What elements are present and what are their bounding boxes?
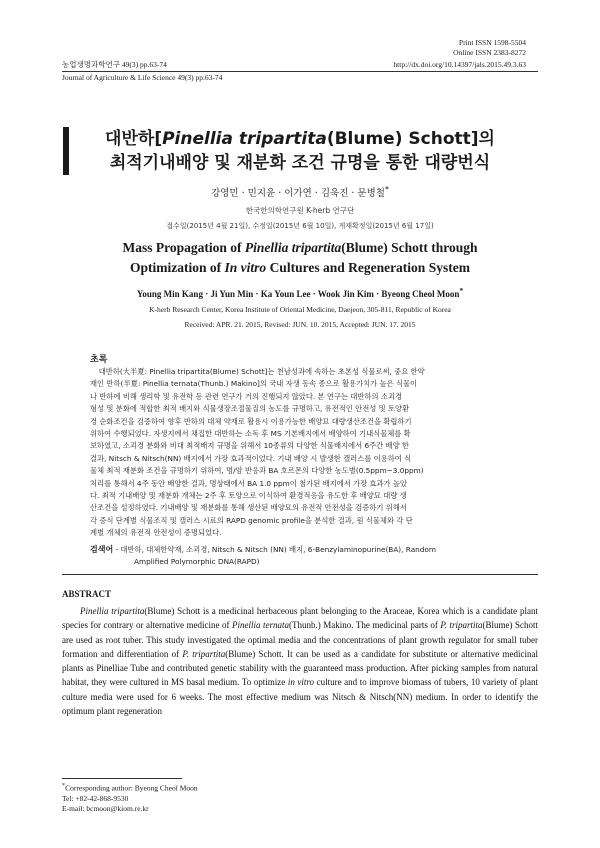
journal-issn-block bbox=[453, 38, 526, 58]
english-abstract-paragraph: Pinellia tripartita(Blume) Schott is a medicinal herbaceous plant belonging to the Araceae, Korea which is a candidate plant species for contrary or alternative medicine of Pinellia ternata(Thunb.) Makino. The medicinal parts of P. tripartita(Blume) Schott are used as root tuber. This study investigated the optimal media and the concentrations of plant growth regulator for small tuber formation and differentiation of P. tripartita(Blume) Schott. It can be used as a candidate for substitute or alternative medicinal plants as Pinelliae Tube and contributed genetic stability with the guaranteed mass production. After picking samples from natural habitat, they were cultured in MS basal medium. To optimize in vitro culture and to improve biomass of tubers, 10 variety of plant culture media were used for 6 weeks. The most effective medium was Nitsch & Nitsch(NN) medium. In order to identify the optimum plant regeneration bbox=[62, 606, 538, 717]
keywords-line2: Amplified Polymorphic DNA(RAPD) bbox=[134, 557, 260, 567]
korean-title-line2: 최적기내배양 및 재분화 조건 규명을 통한 대량번식 bbox=[109, 153, 491, 173]
korean-abstract-line: 처리를 통해서 4주 동안 배양한 결과, 명상태에서 BA 1.0 ppm이 첨가된 배지에서 가장 효과가 높았 bbox=[90, 478, 408, 488]
korean-abstract bbox=[90, 366, 508, 540]
english-affiliation: K-herb Research Center, Korea Institute of Oriental Medicine, Daejeon, 305-811, Republic of Korea bbox=[149, 305, 451, 314]
keywords-line1: 검색어 - 대반하, 대체한약재, 소괴경, Nitsch & Nitsch (NN) 배지, 6-Benzylaminopurine(BA), Random bbox=[90, 545, 437, 554]
corresponding-tel: Tel: +82-42-868-9530 bbox=[62, 793, 129, 803]
korean-abstract-line: 대반하(大半夏: Pinellia tripartita(Blume) Schott]는 천남성과에 속하는 초본성 식물로써, 중요 한약 bbox=[98, 367, 425, 376]
doi-link[interactable]: http://dx.doi.org/10.14397/jals.2015.49.3.63 bbox=[393, 60, 526, 69]
footnote bbox=[62, 781, 198, 814]
english-title-line1: Mass Propagation of Pinellia tripartita(Blume) Schott through bbox=[122, 240, 478, 255]
english-abstract bbox=[62, 604, 538, 718]
english-authors: Young Min Kang · Ji Yun Min · Ka Youn Lee · Wook Jin Kim · Byeong Cheol Moon* bbox=[136, 286, 464, 299]
korean-abstract-line: 재인 반하(半夏: Pinellia ternata(Thunb.) Makino]의 국내 자생 동속 종으로 활용가치가 높은 식물이 bbox=[90, 379, 418, 389]
korean-abstract-line: 산조건을 설정하였다. 기내배양 및 재분화를 통해 생산된 배양묘의 유전적 안전성을 검증하기 위해서 bbox=[90, 503, 407, 513]
print-issn: Print ISSN 1598-5504 bbox=[458, 38, 526, 47]
english-abstract-heading: ABSTRACT bbox=[62, 589, 112, 599]
corresponding-email[interactable]: E-mail: bcmoon@kiom.re.kr bbox=[62, 803, 149, 813]
korean-abstract-line: 보하였고, 소괴경 분화와 비대 최적배지 규명을 위해서 10종류의 다양한 식물배지에서 6주간 배양 한 bbox=[90, 441, 409, 451]
korean-abstract-line: 결과, Nitsch & Nitsch(NN) 배지에서 가장 효과적이었다. 기내 배양 시 발생한 캘러스를 이용하여 식 bbox=[90, 453, 412, 463]
korean-abstract-line: 계별 개체의 유전적 안전성이 증명되었다. bbox=[90, 528, 222, 538]
korean-abstract-line: 물체 최적 재분화 조건을 규명하기 위하여, 명/암 반응과 BA 호르몬의 다양한 농도별(0.5ppm~3.0ppm) bbox=[90, 466, 424, 476]
korean-abstract-line: 각 증식 단계별 식물조직 및 캘러스 시료의 RAPD genomic profile을 분석한 결과, 원 식물체와 각 단 bbox=[90, 515, 413, 525]
korean-title bbox=[70, 127, 530, 175]
korean-abstract-line: 경 순화조건을 검증하여 향후 반하의 대체 약재로 활용시 이용가능한 배양묘 대량생산조건을 확립하기 bbox=[90, 416, 412, 426]
english-title-line2: Optimization of In vitro Cultures and Regeneration System bbox=[130, 260, 470, 275]
english-title bbox=[62, 238, 538, 278]
english-dates: Received: APR. 21. 2015, Revised: JUN. 10. 2015, Accepted: JUN. 17. 2015 bbox=[184, 320, 416, 329]
journal-korean-name: 농업생명과학연구 49(3) pp.63-74 bbox=[62, 60, 167, 69]
korean-abstract-line: 형성 및 분화에 적합한 최적 배지와 식물생장조절물질의 농도를 규명하고, 유전적인 안전성 및 토양환 bbox=[90, 404, 410, 414]
korean-keywords bbox=[90, 544, 508, 569]
keywords-label: 검색어 bbox=[90, 545, 114, 554]
korean-affiliation: 한국한의학연구원 K-herb 연구단 bbox=[245, 206, 355, 215]
title-accent-bar bbox=[63, 127, 69, 175]
keywords-rule bbox=[62, 574, 538, 575]
journal-english-name: Journal of Agriculture & Life Science 49(3) pp.63-74 bbox=[62, 73, 223, 82]
korean-title-line1: 대반하[Pinellia tripartita(Blume) Schott]의 bbox=[105, 129, 495, 149]
footnote-rule bbox=[62, 778, 182, 779]
corresponding-author: *Corresponding author: Byeong Cheol Moon bbox=[62, 782, 198, 793]
header-rule bbox=[62, 71, 538, 72]
korean-dates: 접수일(2015년 4월 21일), 수정일(2015년 6월 10일), 게재확정일(2015년 6월 17일) bbox=[166, 222, 434, 230]
korean-abstract-line: 위하여 수행되었다. 자생지에서 채집한 대반하는 소독 후 MS 기본배지에서 배양하여 기내식물체를 확 bbox=[90, 429, 411, 439]
korean-authors: 강영민 · 민지윤 · 이가연 · 김욱진 · 문병철* bbox=[211, 185, 389, 200]
korean-abstract-line: 나 반하에 비해 생리학 및 유전학 등 관련 연구가 거의 진행되지 않았다. 본 연구는 대반하의 소괴경 bbox=[90, 391, 403, 401]
korean-abstract-line: 다. 최적 기내배양 및 재분화 개체는 2주 후 토양으로 이식하여 환경적응을 유도한 후 배양묘 대량 생 bbox=[90, 491, 407, 501]
online-issn: Online ISSN 2383-8272 bbox=[453, 48, 526, 57]
korean-abstract-heading: 초록 bbox=[90, 355, 108, 365]
